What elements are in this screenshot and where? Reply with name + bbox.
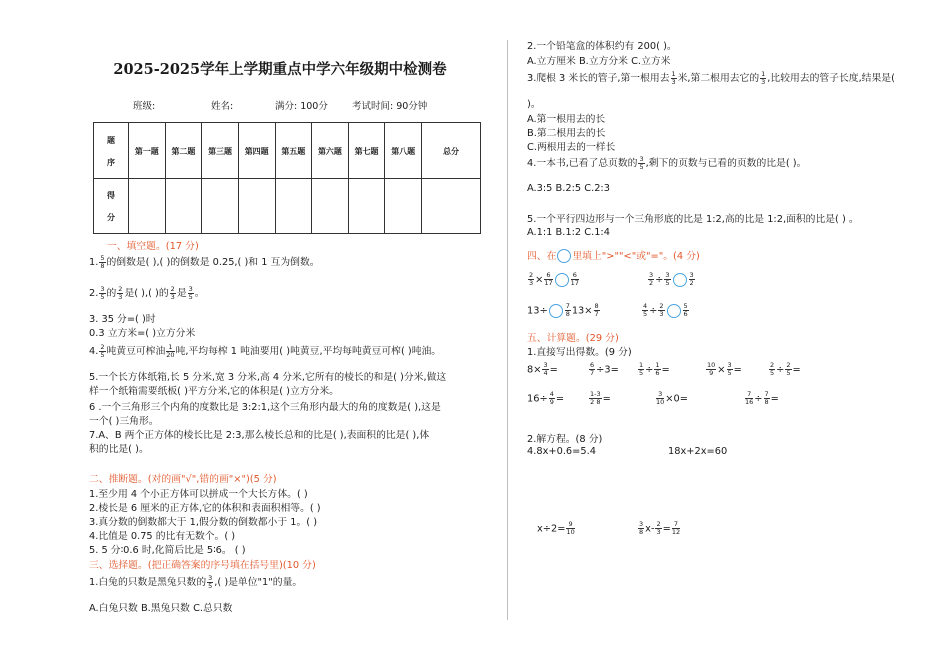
section3-title: 三、选择题。(把正确答案的序号填在括号里)(10 分): [89, 560, 316, 571]
col-header: 第八题: [385, 123, 422, 179]
section5-title: 五、计算题。(29 分): [527, 333, 619, 344]
score-cell[interactable]: [165, 179, 202, 234]
info-name: 姓名:: [211, 101, 234, 112]
col-header: 第二题: [165, 123, 202, 179]
calc-item: $\frac{10}{9}$ × $\frac{3}{5}$ =: [707, 361, 742, 377]
calc-item: $\frac{3}{10}$ ×0=: [656, 390, 688, 406]
equation-4: $\frac{3}{8}$ x- $\frac{2}{3}$ = $\frac{7}{12}$: [639, 520, 681, 536]
question-1-3b: 0.3 立方米=( )立方分米: [89, 328, 196, 339]
col-header: 第四题: [238, 123, 275, 179]
col-header-total: 总分: [422, 123, 481, 179]
section4-title: 四、在 里填上">""<"或"="。(4 分): [527, 251, 700, 262]
info-score: 满分: 100分: [275, 101, 328, 112]
question-1-5b: 样一个纸箱需要纸板( )平方分米,它的体积是( )立方分米。: [89, 386, 339, 397]
calc-item: 8× $\frac{3}{4}$ =: [527, 361, 558, 377]
compare-circle[interactable]: [555, 273, 569, 287]
calc-item: $\frac{1-3}{2 8}$ =: [590, 390, 611, 406]
calc-sub1: 1.直接写出得数。(9 分): [527, 347, 632, 358]
choice-q1-options: A.白兔只数 B.黑兔只数 C.总只数: [89, 603, 233, 614]
score-cell[interactable]: [202, 179, 239, 234]
exam-title: 2025-2025学年上学期重点中学六年级期中检测卷: [113, 61, 447, 78]
choice-q3-opt-c: C.两根用去的一样长: [527, 142, 616, 153]
choice-q3-cont: )。: [527, 99, 541, 110]
judge-item: 1.至少用 4 个小正方体可以拼成一个大长方体。( ): [89, 489, 308, 500]
question-1-6a: 6 .一个三角形三个内角的度数比是 3:2:1,这个三角形内最大的角的度数是( ),这是: [89, 402, 441, 413]
question-1-4: 4. $\frac{2}{5}$ 吨黄豆可榨油 $\frac{1}{20}$ 吨,平均每榨 1 吨油要用( )吨黄豆,平均每吨黄豆可榨( )吨油。: [89, 342, 442, 359]
column-divider: [507, 40, 508, 620]
col-header: 第六题: [312, 123, 349, 179]
calc-item: $\frac{6}{7}$ ÷3=: [590, 361, 619, 377]
score-cell[interactable]: [348, 179, 385, 234]
judge-item: 4.比值是 0.75 的比有无数个。( ): [89, 531, 236, 542]
choice-q2: 2.一个铅笔盒的体积约有 200( )。: [527, 41, 677, 52]
choice-q3: 3.爬根 3 米长的管子,第一根用去 $\frac{1}{3}$ 米,第二根用去它的 $\frac{1}{3}$ ,比较用去的管子长度,结果是(: [527, 69, 895, 86]
question-1-3a: 3. 35 分=( )时: [89, 314, 156, 325]
choice-q2-options: A.立方厘米 B.立方分米 C.立方米: [527, 56, 671, 67]
col-header: 第五题: [275, 123, 312, 179]
compare-circle[interactable]: [667, 304, 681, 318]
compare-4: $\frac{4}{5}$ ÷ $\frac{2}{3}$ $\frac{5}{6}$: [643, 302, 688, 318]
info-class: 班级:: [133, 101, 156, 112]
judge-item: 3.真分数的倒数都大于 1,假分数的倒数都小于 1。( ): [89, 517, 318, 528]
score-cell[interactable]: [129, 179, 166, 234]
choice-q4: 4.一本书,已看了总页数的 $\frac{3}{5}$ ,剩下的页数与已看的页数的比是( )。: [527, 154, 807, 171]
question-1-7a: 7.A、B 两个正方体的棱长比是 2:3,那么棱长总和的比是( ),表面积的比是( ),体: [89, 430, 430, 441]
score-cell[interactable]: [312, 179, 349, 234]
judge-item: 2.棱长是 6 厘米的正方体,它的体积和表面积相等。( ): [89, 503, 321, 514]
info-time: 考试时间: 90分钟: [352, 101, 428, 112]
calc-item: 16÷ $\frac{4}{9}$ =: [527, 390, 565, 406]
question-1-1: 1. $\frac{5}{8}$ 的倒数是( ),( )的倒数是 0.25,( )和 1 互为倒数。: [89, 253, 320, 270]
score-cell[interactable]: [275, 179, 312, 234]
calc-item: $\frac{1}{5}$ ÷ $\frac{1}{6}$ =: [639, 361, 670, 377]
choice-q5-options: A.1:1 B.1:2 C.1:4: [527, 227, 610, 238]
score-cell[interactable]: [238, 179, 275, 234]
section1-title: 一、填空题。(17 分): [107, 241, 199, 252]
choice-q5: 5.一个平行四边形与一个三角形底的比是 1:2,高的比是 1:2,面积的比是( ) 。: [527, 214, 859, 225]
col-header: 第七题: [348, 123, 385, 179]
choice-q3-opt-a: A.第一根用去的长: [527, 114, 606, 125]
question-1-5a: 5.一个长方体纸箱,长 5 分米,宽 3 分米,高 4 分米,它所有的棱长的和是( )分米,做这: [89, 372, 447, 383]
compare-circle[interactable]: [673, 273, 687, 287]
compare-2: $\frac{3}{2}$ ÷ $\frac{3}{5}$ $\frac{3}{2}$: [649, 271, 694, 287]
compare-circle[interactable]: [549, 304, 563, 318]
compare-3: 13÷ $\frac{7}{8}$ 13× $\frac{8}{7}$: [527, 302, 599, 318]
choice-q1: 1.白兔的只数是黑兔只数的 $\frac{3}{5}$ ,( )是单位"1"的量。: [89, 573, 303, 590]
equation-2: 18x+2x=60: [668, 446, 728, 457]
calc-item: $\frac{7}{16}$ ÷ $\frac{7}{8}$ =: [745, 390, 779, 406]
question-1-2: 2. $\frac{3}{5}$ 的 $\frac{2}{3}$ 是( ),( )的 $\frac{2}{3}$ 是 $\frac{3}{5}$ 。: [89, 284, 205, 301]
col-header: 第三题: [202, 123, 239, 179]
calc-sub2: 2.解方程。(8 分): [527, 434, 603, 445]
question-1-6b: 一个( )三角形。: [89, 416, 159, 427]
score-cell[interactable]: [385, 179, 422, 234]
question-1-7b: 积的比是( )。: [89, 444, 149, 455]
judge-item: 5. 5 分∶0.6 时,化简后比是 5∶6。 ( ): [89, 545, 246, 556]
section2-title: 二、推断题。(对的画"√",错的画"×")(5 分): [89, 474, 277, 485]
col-header: 第一题: [129, 123, 166, 179]
score-cell[interactable]: [422, 179, 481, 234]
row-label-number: 题 序: [94, 123, 129, 179]
compare-1: $\frac{2}{3}$ × $\frac{6}{17}$ $\frac{6}{17}$: [529, 271, 579, 287]
circle-icon: [557, 249, 571, 263]
row-label-score: 得 分: [94, 179, 129, 234]
equation-3: x÷2= $\frac{9}{10}$: [537, 520, 575, 536]
choice-q3-opt-b: B.第二根用去的长: [527, 128, 606, 139]
equation-1: 4.8x+0.6=5.4: [527, 446, 596, 457]
calc-item: $\frac{2}{5}$ ÷ $\frac{2}{5}$ =: [770, 361, 801, 377]
score-table: [93, 122, 481, 234]
choice-q4-options: A.3:5 B.2:5 C.2:3: [527, 183, 610, 194]
